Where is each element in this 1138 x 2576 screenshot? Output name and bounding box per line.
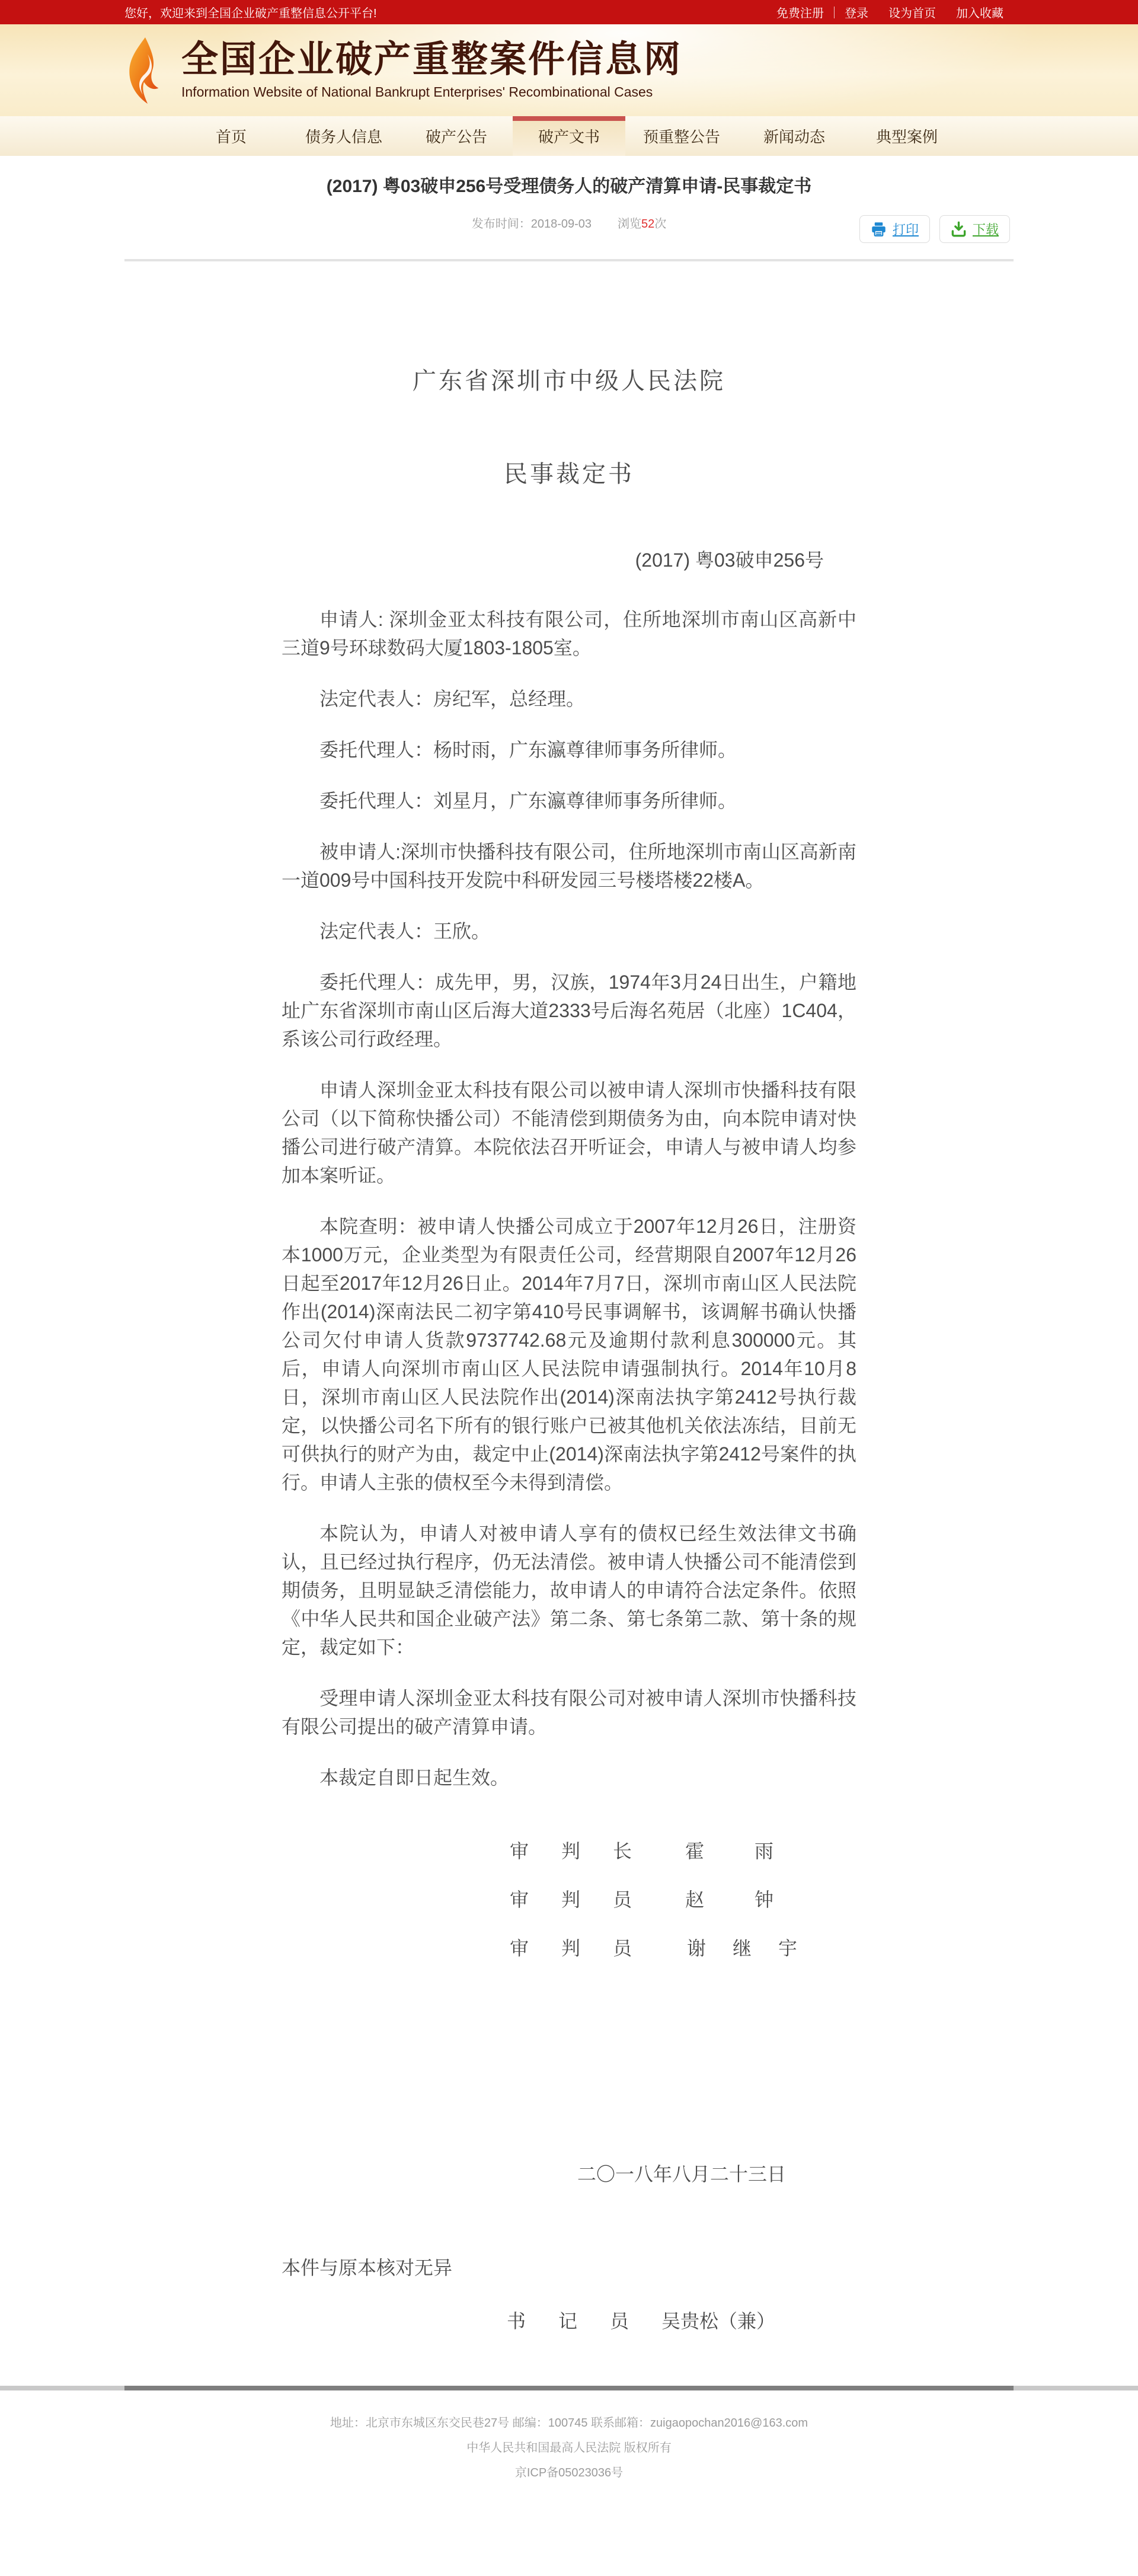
publish-date: 2018-09-03 [530, 218, 592, 231]
add-favorite-link[interactable]: 加入收藏 [956, 7, 1003, 20]
nav-item-bankruptcy-documents[interactable]: 破产文书 [513, 116, 625, 156]
download-icon [951, 221, 967, 237]
nav-item-home[interactable]: 首页 [215, 128, 247, 146]
download-button[interactable] [939, 215, 1010, 243]
clerk-role: 书记员 [507, 2310, 662, 2332]
site-title: 全国企业破产重整案件信息网 [181, 39, 683, 80]
nav-item-bankruptcy-notice[interactable]: 破产公告 [425, 128, 487, 146]
court-document [282, 362, 856, 2334]
views-suffix: 次 [654, 218, 667, 231]
download-button-label: 下载 [972, 222, 999, 237]
judge-name: 谢继宇 [686, 1938, 824, 1959]
judges-signature-block [510, 1836, 824, 1961]
main-nav [0, 116, 1138, 156]
nav-item-debtor-info[interactable]: 债务人信息 [305, 128, 382, 146]
doc-paragraph: 法定代表人：王欣。 [319, 921, 491, 942]
judge-name: 赵钟 [685, 1889, 824, 1910]
footer-divider-bar-inner [124, 2386, 1014, 2390]
doc-paragraph: 本裁定自即日起生效。 [319, 1767, 510, 1788]
topbar [0, 0, 1138, 24]
clerk-signature [507, 2306, 776, 2334]
footer-divider-bar [0, 2386, 1138, 2390]
article-header [0, 156, 1138, 261]
nav-item-news[interactable]: 新闻动态 [763, 128, 825, 146]
publish-time-label: 发布时间： [471, 218, 531, 231]
judge-role: 审判员 [510, 1889, 665, 1910]
nav-item-pre-restructuring-notice[interactable]: 预重整公告 [642, 128, 720, 146]
doc-paragraph: 申请人: 深圳金亚太科技有限公司，住所地深圳市南山区高新中三道9号环球数码大厦1803-1805室。 [282, 609, 856, 659]
topbar-links [766, 4, 1014, 21]
login-link[interactable]: 登录 [845, 7, 868, 20]
judge-role: 审判员 [510, 1938, 665, 1959]
doc-paragraph: 委托代理人：杨时雨，广东瀛尊律师事务所律师。 [319, 739, 737, 760]
site-header [0, 24, 1138, 116]
judge-name: 霍雨 [685, 1840, 824, 1862]
doc-paragraph: 本院查明：被申请人快播公司成立于2007年12月26日，注册资本1000万元，企业类型为有限责任公司，经营期限自2007年12月26日起至2017年12月26日止。2014年7月7日，深圳市南山区人民法院作出(2014)深南法民二初字第410号民事调解书，该调解书确认快播公司欠付申请人货款9737742.68元及逾期付款利息300000元。其后，申请人向深圳市南山区人民法院申请强制执行。2014年10月8日，深圳市南山区人民法院作出(2014)深南法执字第2412号执行裁定，以快播公司名下所有的银行账户已被其他机关依法冻结，目前无可供执行的财产为由，裁定中止(2014)深南法执字第2412号案件的执行。申请人主张的债权至今未得到清偿。 [282, 1216, 856, 1493]
judge-row [510, 1933, 824, 1961]
verification-note: 本件与原本核对无异 [282, 2257, 453, 2278]
print-button-label: 打印 [892, 222, 919, 237]
doc-paragraph: 申请人深圳金亚太科技有限公司以被申请人深圳市快播科技有限公司（以下简称快播公司）不能清偿到期债务为由，向本院申请对快播公司进行破产清算。本院依法召开听证会，申请人与被申请人均参加本案听证。 [282, 1079, 856, 1186]
doc-paragraph: 被申请人:深圳市快播科技有限公司，住所地深圳市南山区高新南一道009号中国科技开发院中科研发园三号楼塔楼22楼A。 [282, 841, 856, 891]
site-subtitle: Information Website of National Bankrupt Enterprises' Recombinational Cases [181, 84, 653, 100]
case-number: (2017) 粤03破申256号 [635, 549, 824, 571]
register-link[interactable]: 免费注册 [776, 7, 824, 20]
doc-paragraph: 委托代理人：刘星月，广东瀛尊律师事务所律师。 [319, 790, 737, 811]
clerk-name: 吴贵松（兼） [661, 2310, 776, 2332]
article-meta [124, 207, 1014, 257]
welcome-text: 您好，欢迎来到全国企业破产重整信息公开平台! [124, 7, 377, 20]
flame-logo-icon [124, 34, 168, 107]
document-type: 民事裁定书 [504, 461, 634, 487]
footer-address-line: 地址：北京市东城区东交民巷27号 邮编：100745 联系邮箱：zuigaopochan2016@163.com [330, 2417, 808, 2430]
views-label: 浏览 [618, 218, 642, 231]
doc-paragraph: 委托代理人：成先甲，男，汉族，1974年3月24日出生，户籍地址广东省深圳市南山区后海大道2333号后海名苑居（北座）1C404，系该公司行政经理。 [282, 971, 856, 1050]
court-name: 广东省深圳市中级人民法院 [413, 368, 725, 394]
footer-icp-line: 京ICP备05023036号 [514, 2466, 624, 2479]
print-button[interactable] [859, 215, 930, 243]
judge-row [510, 1836, 824, 1864]
footer-copyright-line: 中华人民共和国最高人民法院 版权所有 [466, 2441, 672, 2454]
views-count: 52 [641, 218, 655, 231]
site-footer [0, 2390, 1138, 2514]
doc-paragraph: 受理申请人深圳金亚太科技有限公司对被申请人深圳市快播科技有限公司提出的破产清算申请。 [282, 1687, 856, 1737]
site-identity [181, 40, 682, 100]
judge-row [510, 1885, 824, 1912]
judge-role: 审判长 [510, 1840, 665, 1862]
nav-item-typical-cases[interactable]: 典型案例 [875, 128, 938, 146]
page-title: (2017) 粤03破申256号受理债务人的破产清算申请-民事裁定书 [326, 177, 812, 196]
document-body [282, 605, 856, 1792]
doc-paragraph: 法定代表人：房纪军，总经理。 [319, 688, 586, 709]
set-homepage-link[interactable]: 设为首页 [888, 7, 936, 20]
doc-paragraph: 本院认为，申请人对被申请人享有的债权已经生效法律文书确认，且已经过执行程序，仍无法清偿。被申请人快播公司不能清偿到期债务，且明显缺乏清偿能力，故申请人的申请符合法定条件。依照《中华人民共和国企业破产法》第二条、第七条第二款、第十条的规定，裁定如下： [282, 1523, 856, 1658]
article-actions [859, 215, 1010, 243]
content-divider [124, 259, 1014, 261]
ruling-date: 二〇一八年八月二十三日 [577, 2163, 786, 2185]
printer-icon [871, 221, 887, 237]
